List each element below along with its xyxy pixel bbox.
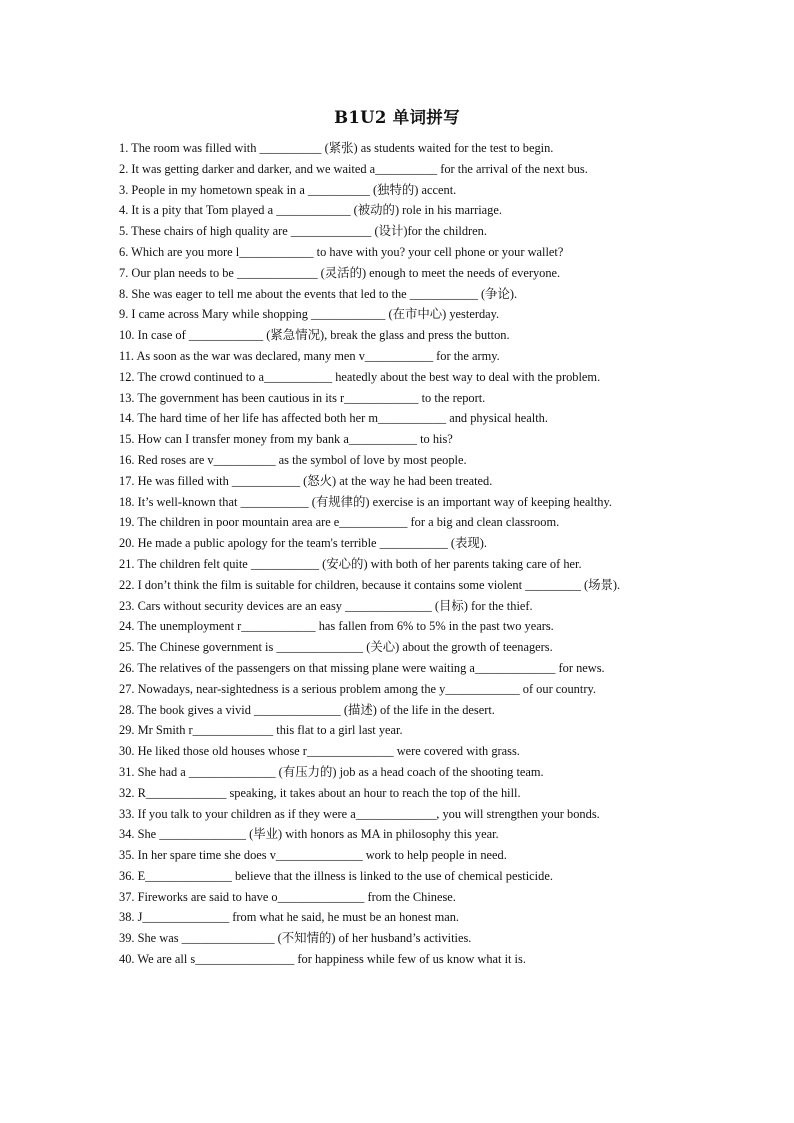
exercise-item: 5. These chairs of high quality are _____________ (设计)for the children. (119, 224, 487, 239)
exercise-list (119, 138, 675, 970)
exercise-item: 20. He made a public apology for the team's terrible ___________ (表现). (119, 536, 488, 551)
exercise-item: 10. In case of ____________ (紧急情况), break the glass and press the button. (119, 328, 510, 343)
exercise-item: 15. How can I transfer money from my bank a___________ to his? (119, 432, 453, 447)
exercise-item: 23. Cars without security devices are an easy ______________ (目标) for the thief. (119, 598, 533, 613)
exercise-item: 2. It was getting darker and darker, and we waited a__________ for the arrival of the next bus. (119, 161, 588, 176)
exercise-item: 8. She was eager to tell me about the events that led to the ___________ (争论). (119, 286, 518, 301)
exercise-item: 21. The children felt quite ___________ (安心的) with both of her parents taking care of her. (119, 556, 582, 571)
exercise-item: 4. It is a pity that Tom played a ____________ (被动的) role in his marriage. (119, 203, 502, 218)
exercise-item: 3. People in my hometown speak in a __________ (独特的) accent. (119, 182, 457, 197)
exercise-item: 25. The Chinese government is ______________ (关心) about the growth of teenagers. (119, 640, 553, 655)
exercise-item: 32. R_____________ speaking, it takes about an hour to reach the top of the hill. (119, 785, 521, 800)
exercise-item: 27. Nowadays, near-sightedness is a serious problem among the y____________ of our country. (119, 681, 596, 696)
exercise-item: 34. She ______________ (毕业) with honors as MA in philosophy this year. (119, 827, 499, 842)
exercise-item: 16. Red roses are v__________ as the symbol of love by most people. (119, 452, 467, 467)
exercise-item: 12. The crowd continued to a___________ heatedly about the best way to deal with the problem. (119, 369, 601, 384)
exercise-item: 40. We are all s________________ for happiness while few of us know what it is. (119, 952, 526, 967)
exercise-item: 31. She had a ______________ (有压力的) job as a head coach of the shooting team. (119, 764, 544, 779)
exercise-item: 1. The room was filled with __________ (紧张) as students waited for the test to begin. (119, 141, 554, 155)
exercise-item: 11. As soon as the war was declared, many men v___________ for the army. (119, 348, 500, 363)
exercise-item: 22. I don’t think the film is suitable for children, because it contains some violent _________ (场景). (119, 577, 621, 592)
exercise-item: 38. J______________ from what he said, he must be an honest man. (119, 910, 460, 925)
exercise-item: 39. She was _______________ (不知情的) of her husband’s activities. (119, 931, 472, 946)
exercise-item: 29. Mr Smith r_____________ this flat to a girl last year. (119, 723, 403, 738)
exercise-item: 14. The hard time of her life has affected both her m___________ and physical health. (119, 411, 548, 426)
exercise-item: 36. E______________ believe that the illness is linked to the use of chemical pesticide. (119, 868, 553, 883)
exercise-item: 9. I came across Mary while shopping ____________ (在市中心) yesterday. (119, 307, 500, 322)
exercise-item: 26. The relatives of the passengers on that missing plane were waiting a_____________ for news. (119, 660, 605, 675)
exercise-item: 18. It’s well-known that ___________ (有规律的) exercise is an important way of keeping healthy. (119, 494, 612, 509)
exercise-item: 17. He was filled with ___________ (怒火) at the way he had been treated. (119, 473, 493, 488)
exercise-item: 13. The government has been cautious in its r____________ to the report. (119, 390, 486, 405)
exercise-item: 35. In her spare time she does v______________ work to help people in need. (119, 848, 507, 863)
exercise-item: 30. He liked those old houses whose r______________ were covered with grass. (119, 744, 520, 759)
exercise-item: 19. The children in poor mountain area are e___________ for a big and clean classroom. (119, 515, 560, 530)
exercise-item: 37. Fireworks are said to have o______________ from the Chinese. (119, 889, 456, 904)
exercise-item: 6. Which are you more l____________ to have with you? your cell phone or your wallet? (119, 244, 564, 259)
page-title: B1U2 单词拼写 (334, 108, 460, 127)
exercise-item: 24. The unemployment r____________ has fallen from 6% to 5% in the past two years. (119, 619, 554, 634)
exercise-item: 7. Our plan needs to be _____________ (灵活的) enough to meet the needs of everyone. (119, 265, 561, 280)
exercise-item: 28. The book gives a vivid ______________ (描述) of the life in the desert. (119, 702, 495, 717)
exercise-item: 33. If you talk to your children as if they were a_____________, you will strengthen your bonds. (119, 806, 600, 821)
